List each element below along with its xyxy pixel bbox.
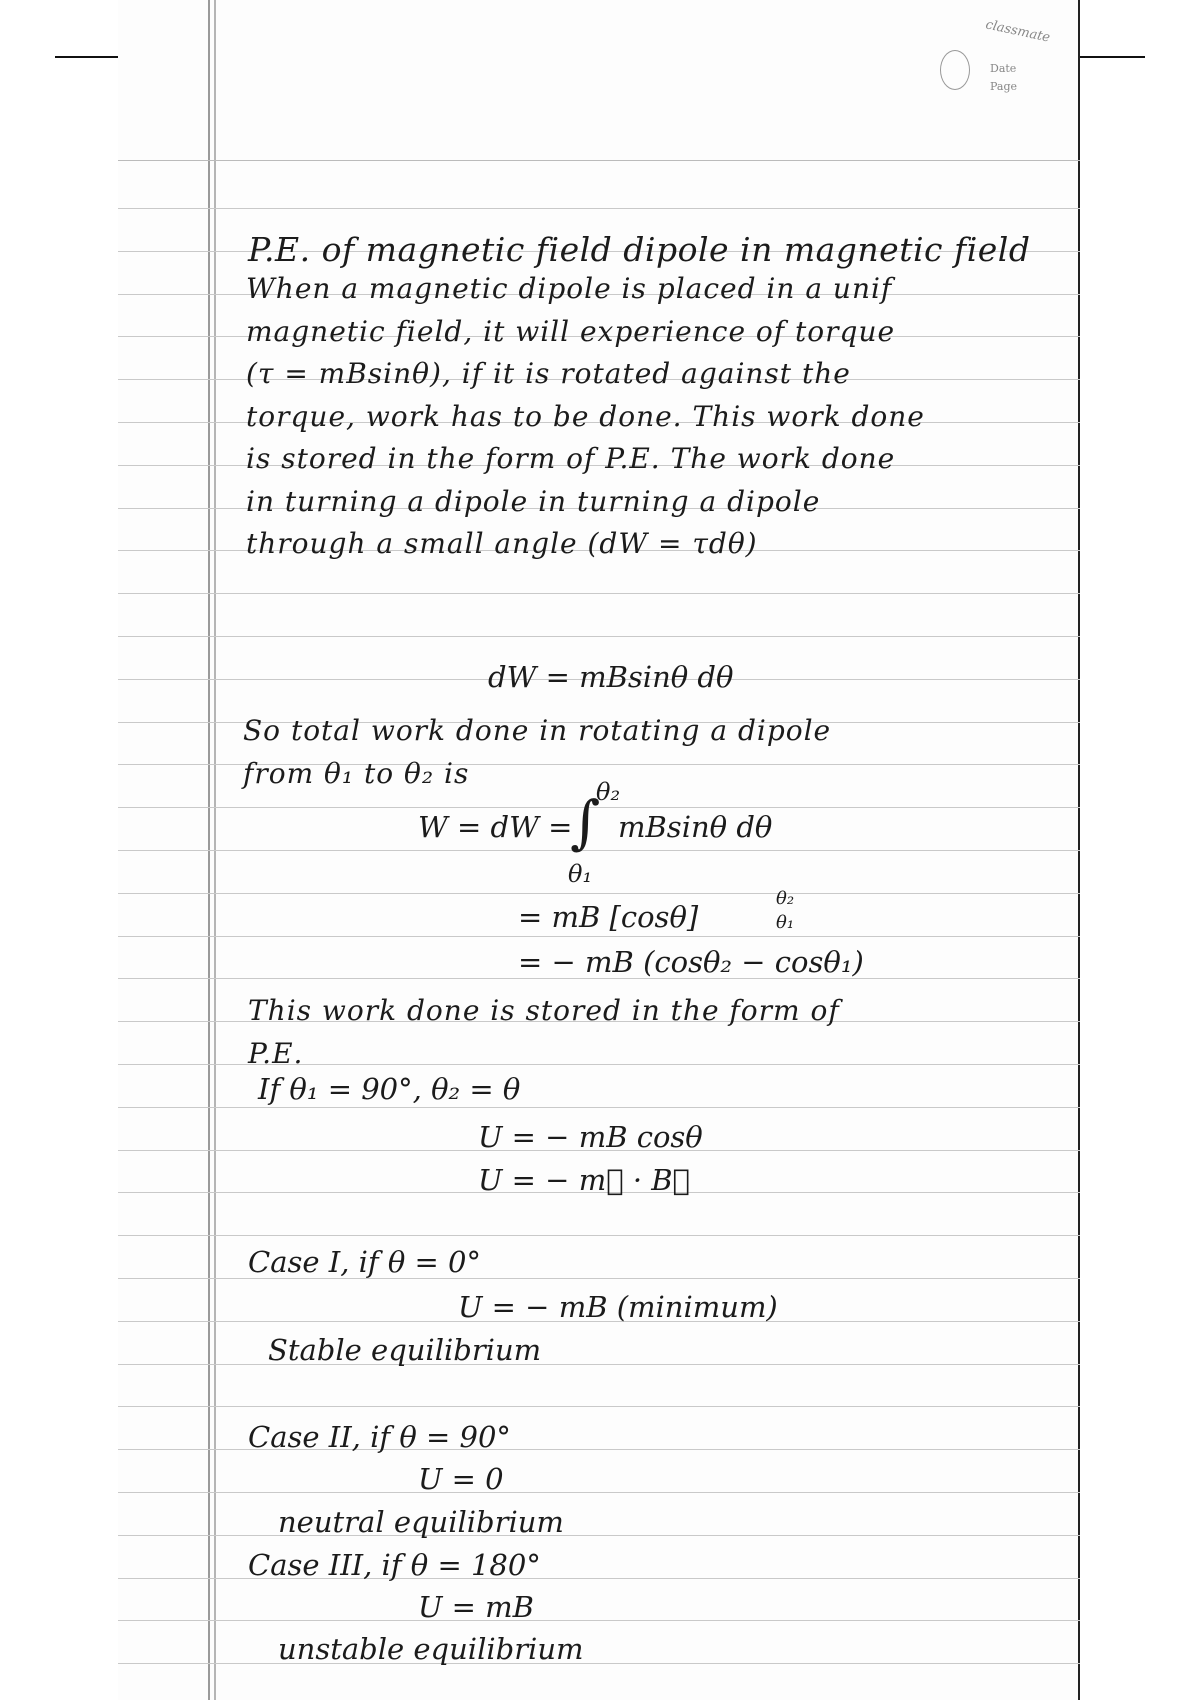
case-2-heading: Case II, if θ = 90° (248, 1420, 511, 1454)
u-equation-1: U = − mB cosθ (478, 1120, 703, 1154)
u-equation-2: U = − m⃗ · B⃗ (478, 1163, 690, 1197)
step-3: = − mB (cosθ₂ − cosθ₁) (518, 945, 864, 979)
logo-brand: classmate (984, 17, 1052, 46)
ruled-line (118, 1235, 1080, 1236)
case-3-heading: Case III, if θ = 180° (248, 1548, 541, 1582)
total-work-line: from θ₁ to θ₂ is (243, 756, 470, 790)
intro-paragraph (246, 268, 925, 566)
case-1-heading: Case I, if θ = 0° (248, 1245, 482, 1279)
integral-upper-limit: θ₂ (596, 778, 621, 806)
ruled-line (118, 208, 1080, 209)
stored-text (248, 990, 840, 1075)
page-title: P.E. of magnetic field dipole in magnetic field (248, 230, 1031, 269)
logo-page-label: Page (990, 80, 1018, 93)
intro-line: is stored in the form of P.E. The work done (246, 442, 896, 475)
total-work-text (243, 710, 831, 795)
intro-line: When a magnetic dipole is placed in a unif (246, 272, 893, 305)
condition: If θ₁ = 90°, θ₂ = θ (258, 1072, 521, 1106)
ruled-line (118, 636, 1080, 637)
ruled-line (118, 1663, 1080, 1664)
intro-line: magnetic field, it will experience of torque (246, 314, 896, 348)
notebook-logo (930, 17, 1052, 110)
case-2-result: neutral equilibrium (278, 1505, 564, 1539)
ruled-line (118, 1492, 1080, 1493)
eq-dw: dW = mBsinθ dθ (488, 660, 734, 694)
stored-line: This work done is stored in the form of (248, 994, 840, 1027)
case-1-result: Stable equilibrium (268, 1333, 542, 1367)
ruled-line (118, 1535, 1080, 1536)
ruled-line (118, 1406, 1080, 1407)
case-3-result: unstable equilibrium (278, 1632, 584, 1666)
logo-date-label: Date (990, 62, 1017, 75)
integral-lower-limit: θ₁ (568, 860, 593, 888)
ruled-line (118, 593, 1080, 594)
notebook-page (118, 0, 1080, 1700)
top-rule-left (55, 56, 120, 58)
top-rule-right (1080, 56, 1145, 58)
step-2-lower: θ₁ (776, 912, 795, 933)
integral-lhs: W = dW = (418, 810, 573, 844)
intro-line: through a small angle (dW = τdθ) (246, 527, 758, 560)
logo-circle-icon (940, 50, 970, 90)
total-work-line: So total work done in rotating a dipole (243, 714, 832, 747)
header-rule (118, 160, 1080, 161)
ruled-line (118, 1364, 1080, 1365)
integral-integrand: mBsinθ dθ (618, 810, 773, 844)
ruled-line (118, 936, 1080, 937)
ruled-line (118, 1107, 1080, 1108)
step-2-upper: θ₂ (776, 888, 795, 909)
intro-line: torque, work has to be done. This work done (246, 399, 925, 433)
ruled-line (118, 893, 1080, 894)
ruled-line (118, 1620, 1080, 1621)
case-2-equation: U = 0 (418, 1462, 504, 1496)
case-1-equation: U = − mB (minimum) (458, 1290, 778, 1324)
step-2: = mB [cosθ] (518, 900, 699, 934)
intro-line: in turning a dipole in turning a dipole (246, 484, 821, 518)
intro-line: (τ = mBsinθ), if it is rotated against the (246, 357, 851, 390)
case-3-equation: U = mB (418, 1590, 534, 1624)
stored-line: P.E. (248, 1036, 304, 1070)
integral-sign: ∫ (570, 788, 601, 856)
